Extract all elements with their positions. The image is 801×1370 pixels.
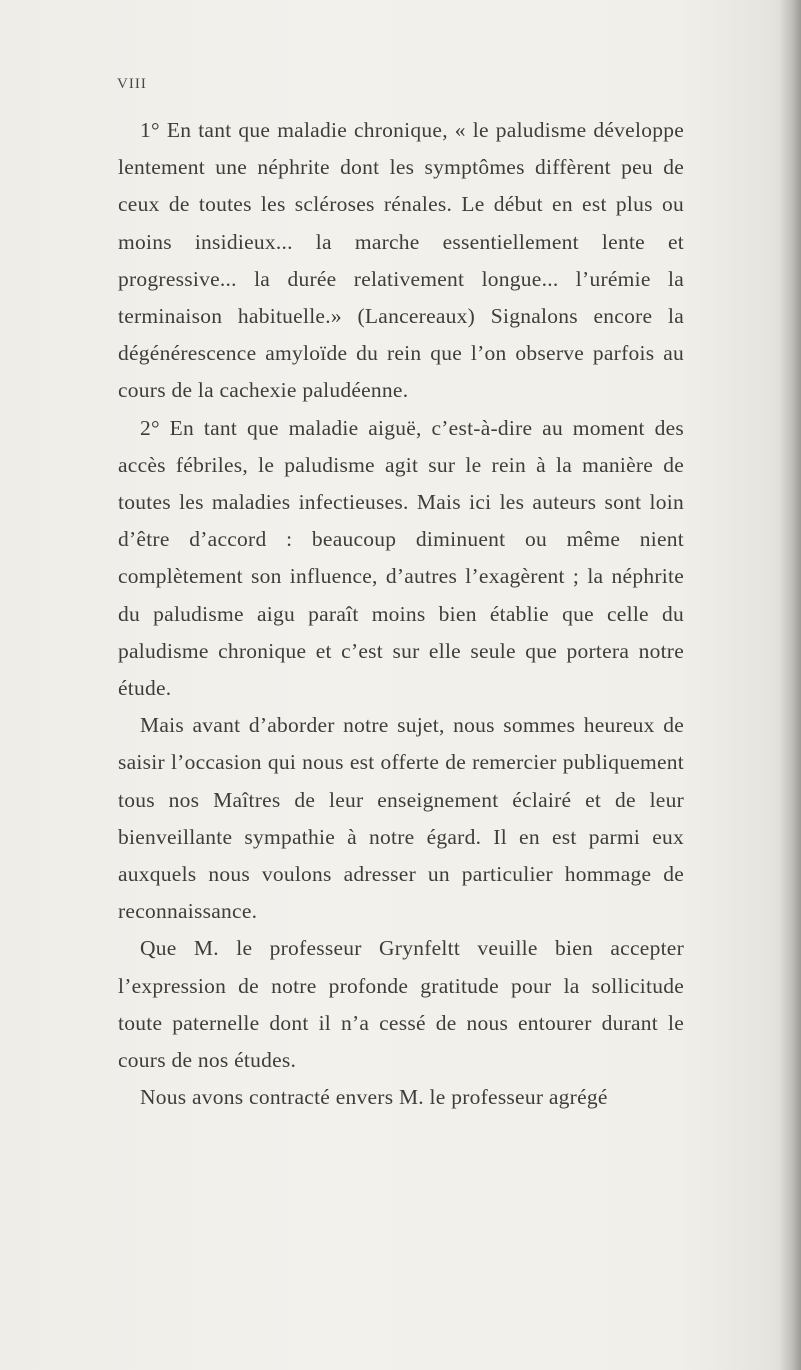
paragraph-continuation: Nous avons contracté envers M. le professeur agrégé (140, 1085, 608, 1110)
page-edge-shadow (779, 0, 801, 1370)
paragraph-chronic-malaria: 1° En tant que maladie chronique, « le paludisme développe lentement une néphrite dont les symptômes diffèrent peu de ceux de toutes les scléroses rénales. Le début en est plus ou moins insidieux... la marche essentiellement lente et progressive... la durée relativement longue... l’urémie la terminaison habituelle.» (Lancereaux) Signalons encore la dégénérescence amyloïde du rein que l’on observe parfois au cours de la cachexie paludéenne. (118, 118, 684, 403)
page-number: VIII (117, 76, 147, 92)
paragraph-acute-malaria: 2° En tant que maladie aiguë, c’est-à-dire au moment des accès fébriles, le paludisme agit sur le rein à la manière de toutes les maladies infectieuses. Mais ici les auteurs sont loin d’être d’accord : beaucoup diminuent ou même nient complètement son influence, d’autres l’exagèrent ; la néphrite du paludisme aigu paraît moins bien établie que celle du paludisme chronique et c’est sur elle seule que portera notre étude. (118, 415, 684, 701)
paragraph-thanks-masters: Mais avant d’aborder notre sujet, nous sommes heureux de saisir l’occasion qui nous est offerte de remercier publiquement tous nos Maîtres de leur enseignement éclairé et de leur bienveillante sympathie à notre égard. Il en est parmi eux auxquels nous voulons adresser un particulier hommage de reconnaissance. (118, 713, 684, 924)
body-text (118, 112, 684, 1116)
paragraph-thanks-grynfeltt: Que M. le professeur Grynfeltt veuille bien accepter l’expression de notre profonde gratitude pour la sollicitude toute paternelle dont il n’a cessé de nous entourer durant le cours de nos études. (118, 936, 684, 1073)
